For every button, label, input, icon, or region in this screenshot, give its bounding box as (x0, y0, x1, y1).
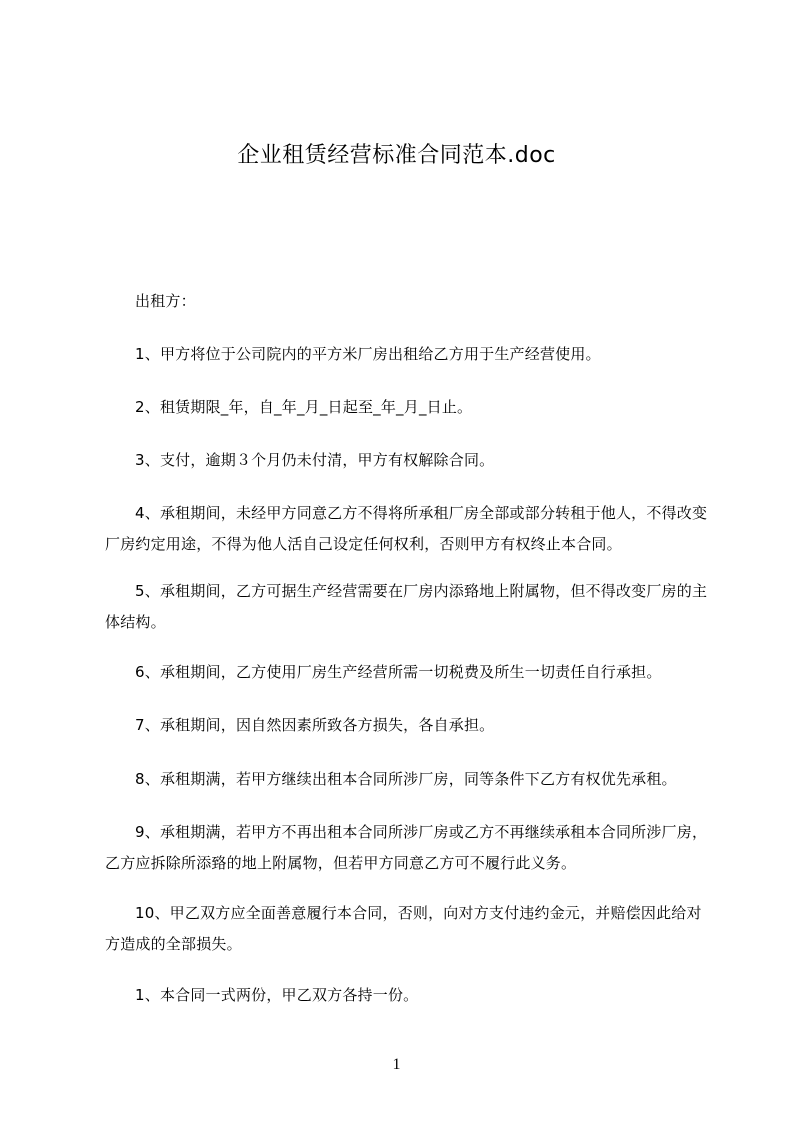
paragraph-10: 10、甲乙双方应全面善意履行本合同，否则，向对方支付违约金元，并赔偿因此给对方造成的全部损失。 (105, 904, 702, 953)
paragraph-1: 1、甲方将位于公司院内的平方米厂房出租给乙方用于生产经营使用。 (135, 345, 601, 363)
paragraph-5: 5、承租期间，乙方可据生产经营需要在厂房内添臵地上附属物，但不得改变厂房的主体结构。 (105, 582, 708, 631)
paragraph-8: 8、承租期满，若甲方继续出租本合同所涉厂房，同等条件下乙方有权优先承租。 (135, 770, 677, 788)
paragraph-7: 7、承租期间，因自然因素所致各方损失，各自承担。 (135, 716, 495, 734)
paragraph-2: 2、租赁期限_年，自_年_月_日起至_年_月_日止。 (135, 398, 473, 416)
paragraph-9: 9、承租期满，若甲方不再出租本合同所涉厂房或乙方不再继续承租本合同所涉厂房，乙方应拆除所添臵的地上附属物，但若甲方同意乙方可不履行此义务。 (105, 823, 708, 872)
paragraph-6: 6、承租期间，乙方使用厂房生产经营所需一切税费及所生一切责任自行承担。 (135, 663, 662, 681)
paragraph-lessor: 出租方： (135, 292, 196, 310)
paragraph-3: 3、支付，逾期３个月仍未付清，甲方有权解除合同。 (135, 451, 495, 469)
document-title: 企业租赁经营标准合同范本.doc (237, 143, 556, 168)
paragraph-copies: 1、本合同一式两份，甲乙双方各持一份。 (135, 986, 419, 1004)
page-number: 1 (392, 1056, 401, 1073)
paragraph-4: 4、承租期间，未经甲方同意乙方不得将所承租厂房全部或部分转租于他人，不得改变厂房约定用途，不得为他人活自己设定任何权利，否则甲方有权终止本合同。 (105, 504, 708, 553)
